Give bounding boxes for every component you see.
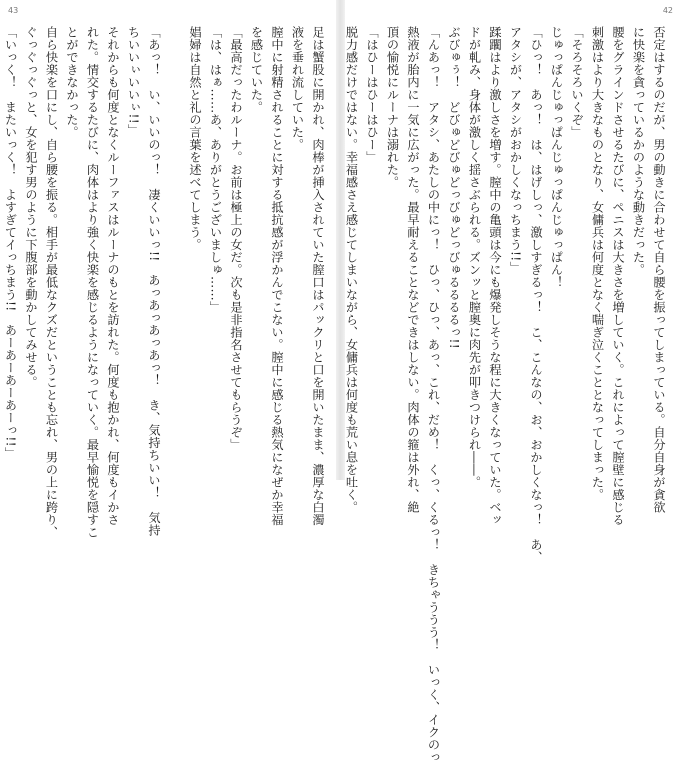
page-number: 42 [662,6,673,15]
body-text [3,26,328,539]
text-line: 「あっ！ い、いいのっ！ 凄くいいっ!! あっあっあっあっ！ き、気持ちいい！ 気持 [147,26,161,537]
left-page [0,0,336,539]
text-line: それからも何度となくルーファスはルーナのもとを訪れた。何度も抱かれ、何度もイかさ [106,26,120,526]
text-line [164,26,185,466]
text-line: じゅっぱんじゅっぱんじゅっぱんじゅっぱん！ [549,26,564,289]
text-line: 足は蟹股に開かれ、肉棒が挿入されていた膣口はパックリと口を開いたまま、濃厚な白濁 [311,26,325,526]
text-line: 「そろそろいくぞ」 [570,26,584,139]
text-line: 「いっく！ またいっく！ よすぎてイっちまう!! あーあーあーあーっ!!」 [3,26,18,460]
text-line: 液を垂れ流していた。 [290,26,305,151]
text-line: 否定はするのだが、男の動きに合わせて自ら腰を振ってしまっている。自分自身が貪欲 [652,26,666,514]
text-line: を感じていた。 [249,26,264,114]
text-line: とができなかった。 [65,26,79,139]
text-line: 自ら快楽を口にし、自ら腰を振る。相手が最低なクズだということも忘れ、男の上に跨り、 [44,26,59,539]
text-line: ぐっぐっぐっと、女を犯す男のように下腹部を動かしてみせる。 [24,26,38,389]
text-line: 脱力感だけではない。幸福感さえ感じてしまいながら、女傭兵は何度も荒い息を吐く。 [344,26,359,514]
page-number: 43 [8,6,19,15]
text-line: ドが軋み、身体が激しく揺さぶられる。ズンッと膣奥に肉先が叩きつけられ――。 [467,26,482,489]
text-line: れた。情交するたびに、肉体はより強く快楽を感じるようになっていく。最早愉悦を隠すこ [85,26,100,539]
text-line: 蹂躙はより激しさを増す。膣中の亀頭は今にも爆発しそうな程に大きくなっていた。ベッ [488,26,502,526]
text-line: 腰をグラインドさせるたびに、ペニスは大きさを増していく。これによって膣壁に感じる [611,26,625,526]
text-line: 頂の愉悦にルーナは溺れた。 [385,26,400,189]
text-line: 「ひっ！ あっ！ は、はげしっ、激しすぎるっ！ こ、こんなの、お、おかしくなっ！ あ、 [529,26,543,564]
text-line: ちいいぃいいぃ!!」 [126,26,141,137]
text-line: 膣中に射精されることに対する抵抗感が浮かんでこない。膣中に感じる熱気になぜか幸福 [270,26,284,526]
text-line: 「は、はぁ……あ、ありがとうございましゅ……」 [208,26,223,314]
text-line: 「んあっ！ アタシ、あたしの中にっ！ ひっ、ひっ、あっ、これ、だめ！ くっ、くるっ！ きちゃううう！ いっく、イクのっ [426,26,441,764]
text-line: 刺激はより大きなものとなり、女傭兵は何度となく喘ぎ泣くこととなってしまった。 [590,26,605,501]
text-line: に快楽を貪っているかのような動きだった。 [631,26,646,276]
text-line: ぶびゅぅ！ どびゅどびゅどっびゅどっびゅるるるるっ!! [447,26,461,349]
text-line: アタシが、アタシがおかしくなっちまう!!」 [508,26,523,274]
right-page [344,0,681,764]
text-line: 熱液が胎内に一気に広がった。最早耐えることなどできはしない。肉体の箍は外れ、絶 [406,26,420,514]
text-line: 娼婦は自然と礼の言葉を述べてしまう。 [188,26,202,251]
text-line: 「はひーはひーはひー」 [365,26,379,164]
text-line: 「最高だったわルーナ。お前は極上の女だ。次も是非指名させてもらうぞ」 [229,26,243,451]
body-text [344,26,669,764]
